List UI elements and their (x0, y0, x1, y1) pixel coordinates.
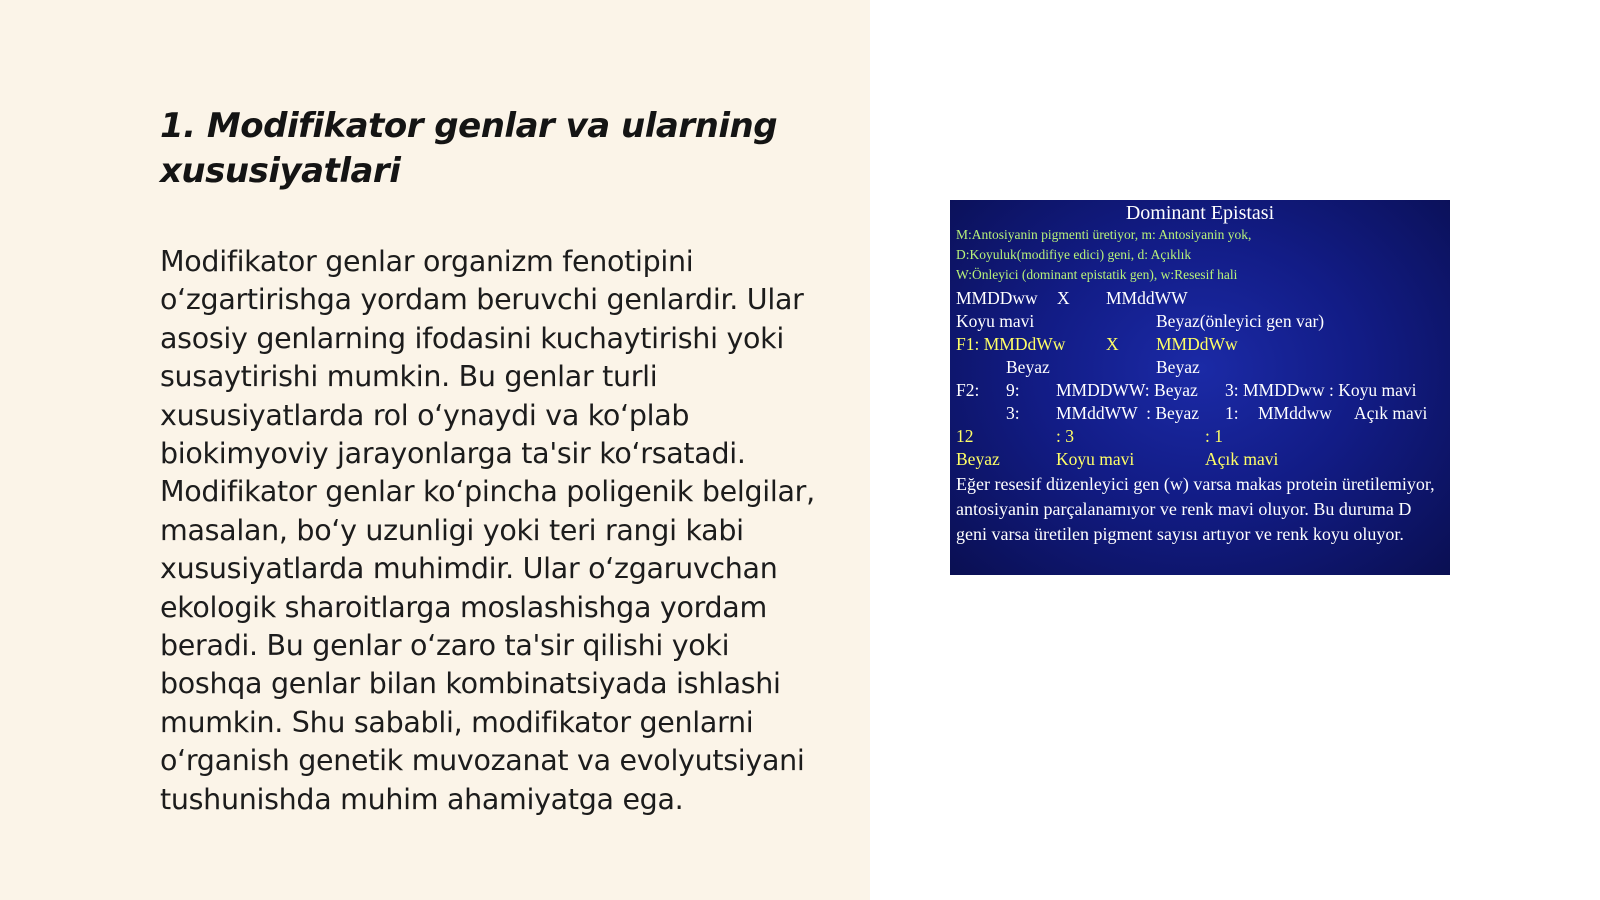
parent-left-genotype: MMDDww (956, 288, 1038, 308)
f2-row1-count: 9: (1006, 380, 1020, 400)
slide-body-text: Modifikator genlar organizm fenotipini o‘zgartirishga yordam beruvchi genlardir. Ular asosiy genlarning ifodasini kuchaytirishi yoki susaytirishi mumkin. Bu genlar turli xususiyatlarda rol o‘ynaydi va ko‘plab biokimyoviy jarayonlarga ta'sir ko‘rsatadi. Modifikator genlar ko‘pincha poligenik belgilar, masalan, bo‘y uzunligi yoki teri rangi kabi xususiyatlarda muhimdir. Ular o‘zgaruvchan ekologik sharoitlarga moslashishga yordam beradi. Bu genlar o‘zaro ta'sir qilishi yoki boshqa genlar bilan kombinatsiyada ishlashi mumkin. Shu sababli, modifikator genlarni o‘rganish genetik muvozanat va evolyutsiyani tushunishda muhim ahamiyatga ega. (160, 245, 815, 816)
f2-row2-genotype: MMddWW : Beyaz (1056, 403, 1200, 423)
image-title: Dominant Epistasi (1125, 202, 1275, 224)
ratio-value-1: 12 (956, 426, 974, 446)
f2-row2-count-b: 1: (1225, 403, 1239, 423)
parent-left-phenotype: Koyu mavi (956, 311, 1035, 331)
f2-row2-count: 3: (1006, 403, 1020, 423)
f1-left-phenotype: Beyaz (1006, 357, 1050, 377)
ratio-value-3: : 1 (1205, 426, 1223, 446)
ratio-phenotype-3: Açık mavi (1205, 449, 1279, 469)
definition-w: W:Önleyici (dominant epistatik gen), w:Resesif hali (956, 267, 1238, 282)
ratio-phenotype-1: Beyaz (956, 449, 1000, 469)
definition-d: D:Koyuluk(modifiye edici) geni, d: Açıklık (956, 247, 1192, 262)
f1-left-genotype: F1: MMDdWw (956, 334, 1066, 354)
f1-cross-symbol: X (1106, 334, 1119, 354)
parent-right-phenotype: Beyaz(önleyici gen var) (1156, 311, 1325, 331)
f1-right-phenotype: Beyaz (1156, 357, 1200, 377)
f1-right-genotype: MMDdWw (1156, 334, 1238, 354)
dominant-epistasis-image (950, 200, 1450, 575)
f2-row1-genotype: MMDDWW: Beyaz (1056, 380, 1198, 400)
f2-row2-genotype-b: MMddww (1258, 403, 1332, 423)
image-explanation-paragraph: Eğer resesif düzenleyici gen (w) varsa makas protein üretilemiyor, antosiyanin parçalanamıyor ve renk mavi oluyor. Bu duruma D geni varsa üretilen pigment sayısı artıyor ve renk koyu oluyor. (956, 474, 1435, 544)
ratio-value-2: : 3 (1056, 426, 1074, 446)
f2-row2-phenotype-b: Açık mavi (1354, 403, 1428, 423)
f2-row1-second: 3: MMDDww : Koyu mavi (1225, 380, 1417, 400)
parent-cross-symbol: X (1057, 288, 1070, 308)
slide-heading: 1. Modifikator genlar va ularning xususiyatlari (160, 106, 778, 191)
f2-label: F2: (956, 380, 980, 400)
ratio-phenotype-2: Koyu mavi (1056, 449, 1135, 469)
definition-m: M:Antosiyanin pigmenti üretiyor, m: Antosiyanin yok, (956, 227, 1252, 242)
parent-right-genotype: MMddWW (1106, 288, 1188, 308)
